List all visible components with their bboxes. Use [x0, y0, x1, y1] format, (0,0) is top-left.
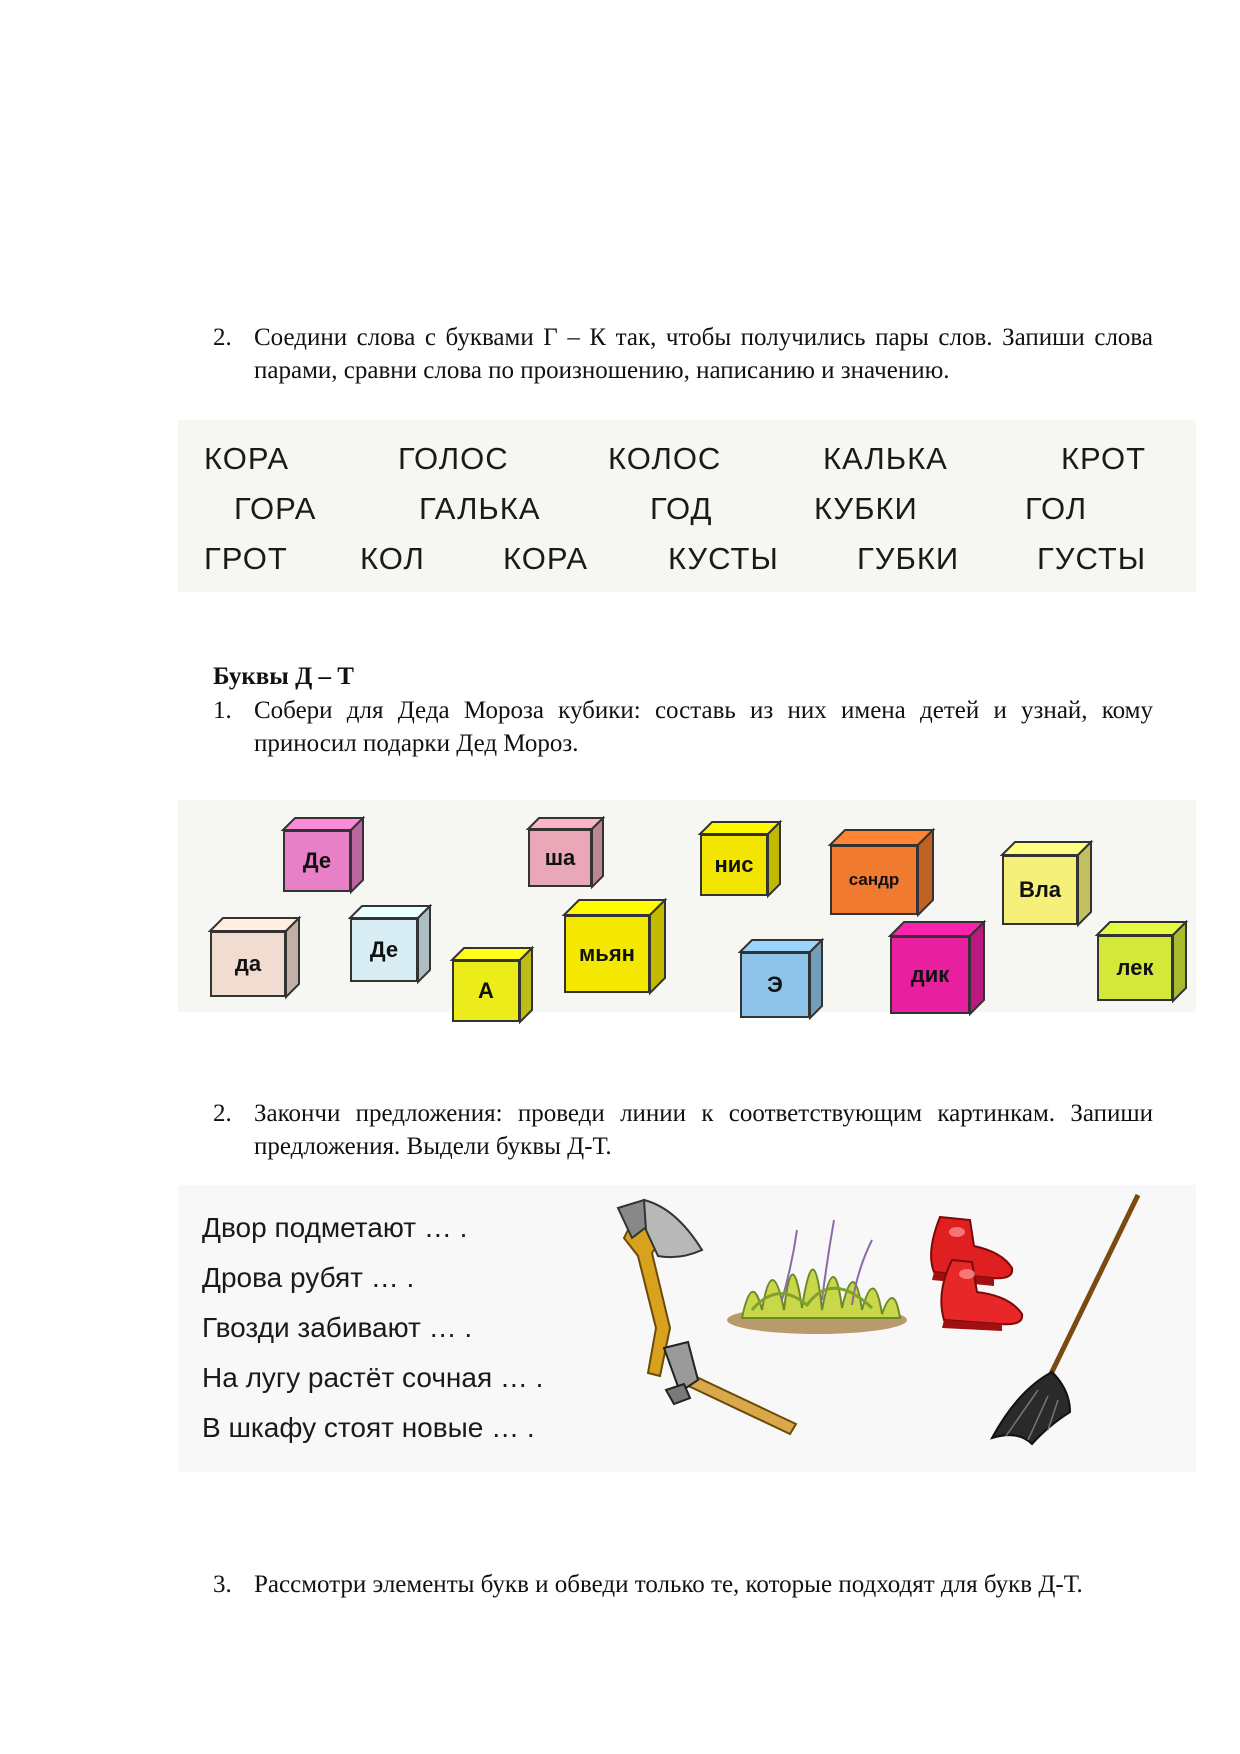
- cube-label: Де: [283, 830, 351, 892]
- letter-cube[interactable]: [564, 900, 665, 993]
- sentence: В шкафу стоят новые … .: [202, 1412, 535, 1443]
- word: ГОРА: [234, 491, 317, 526]
- cube-label: Э: [740, 952, 810, 1018]
- letter-cube[interactable]: [452, 948, 532, 1022]
- sentence: Двор подметают … .: [202, 1212, 468, 1243]
- letter-cube[interactable]: [350, 906, 430, 982]
- letter-cube[interactable]: [283, 818, 363, 892]
- task2-paragraph: [213, 1097, 1153, 1163]
- word: КОРА: [503, 541, 589, 576]
- word: КАЛЬКА: [823, 441, 948, 476]
- word: КУБКИ: [814, 491, 918, 526]
- word: КРОТ: [1061, 441, 1147, 476]
- cube-label: сандр: [830, 845, 918, 915]
- cube-label: ша: [528, 829, 592, 887]
- word: КОЛОС: [608, 441, 722, 476]
- word: КОРА: [204, 441, 290, 476]
- cube-label: Вла: [1002, 855, 1078, 925]
- letter-cube[interactable]: [528, 818, 603, 887]
- letter-cube[interactable]: [830, 830, 933, 915]
- cube-label: мьян: [564, 915, 650, 993]
- task1-text: Собери для Деда Мороза кубики: составь из них имена детей и узнай, кому приносил подарки Дед Мороз.: [254, 697, 1153, 757]
- task2-text: Закончи предложения: проведи линии к соответствующим картинкам. Запиши предложения. Выдели буквы Д-Т.: [254, 1100, 1153, 1160]
- hammer-icon[interactable]: [656, 1340, 806, 1440]
- word: ГОЛОС: [398, 441, 509, 476]
- task2-number: 2.: [213, 1100, 232, 1127]
- word: ГУСТЫ: [1037, 541, 1147, 576]
- cube-label: дик: [890, 936, 970, 1014]
- task-gk-paragraph: [213, 321, 1153, 387]
- word: ГАЛЬКА: [419, 491, 541, 526]
- letter-cube[interactable]: [700, 822, 780, 896]
- cube-label: нис: [700, 834, 768, 896]
- task3-text: Рассмотри элементы букв и обведи только те, которые подходят для букв Д-Т.: [254, 1571, 1083, 1598]
- word: ГОД: [650, 491, 713, 526]
- word: КУСТЫ: [668, 541, 779, 576]
- task3-paragraph: [213, 1568, 1153, 1601]
- broom-icon[interactable]: [978, 1190, 1148, 1450]
- task1-number: 1.: [213, 697, 232, 724]
- sentence: На лугу растёт сочная … .: [202, 1362, 544, 1393]
- task-gk-number: 2.: [213, 324, 232, 351]
- word: КОЛ: [360, 541, 425, 576]
- letter-cube[interactable]: [210, 918, 299, 997]
- cube-label: Де: [350, 918, 418, 982]
- section-title: Буквы Д – Т: [213, 663, 354, 690]
- task3-number: 3.: [213, 1571, 232, 1598]
- cube-label: да: [210, 931, 286, 997]
- cube-label: А: [452, 960, 520, 1022]
- sentence: Дрова рубят … .: [202, 1262, 415, 1293]
- task1-paragraph: [213, 694, 1153, 760]
- word: ГРОТ: [204, 541, 288, 576]
- cube-label: лек: [1097, 935, 1173, 1001]
- letter-cube[interactable]: [890, 922, 984, 1014]
- letter-cube[interactable]: [1097, 922, 1186, 1001]
- task-gk-text: Соедини слова с буквами Г – К так, чтобы получились пары слов. Запиши слова парами, сравни слова по произношению, написанию и значению.: [254, 324, 1153, 384]
- letter-cube[interactable]: [1002, 842, 1091, 925]
- word: ГУБКИ: [857, 541, 960, 576]
- word: ГОЛ: [1025, 491, 1088, 526]
- sentence: Гвозди забивают … .: [202, 1312, 473, 1343]
- letter-cube[interactable]: [740, 940, 822, 1018]
- grass-icon[interactable]: [722, 1210, 912, 1335]
